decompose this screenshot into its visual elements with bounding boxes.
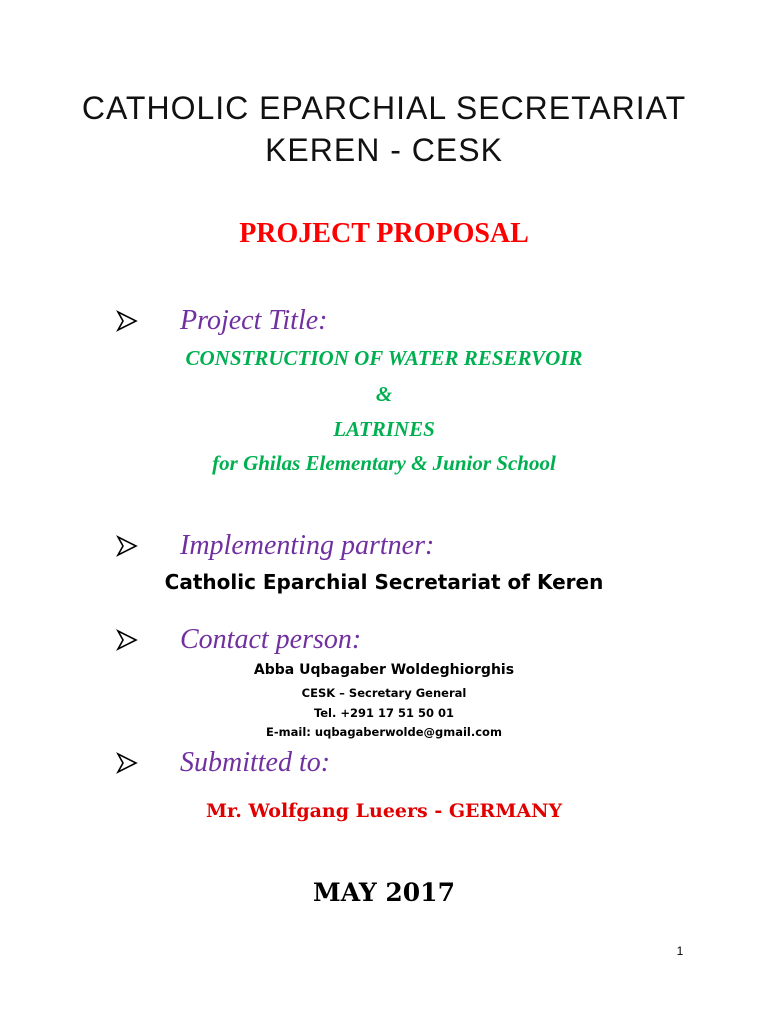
- project-title-line: &: [375, 382, 393, 406]
- page-number: 1: [676, 944, 684, 958]
- implementing-partner-heading: [116, 526, 434, 566]
- implementing-partner-value: Catholic Eparchial Secretariat of Keren: [164, 570, 604, 594]
- document-date: MAY 2017: [313, 878, 455, 907]
- project-title-line: for Ghilas Elementary & Junior School: [212, 451, 556, 475]
- submitted-to-value: Mr. Wolfgang Lueers - GERMANY: [205, 800, 563, 822]
- document-type-title: PROJECT PROPOSAL: [239, 218, 529, 249]
- contact-person-heading: [116, 620, 361, 660]
- arrow-bullet-icon: [116, 535, 138, 557]
- project-title-line: LATRINES: [333, 417, 435, 441]
- arrow-bullet-icon: [116, 310, 138, 332]
- project-title-line: CONSTRUCTION OF WATER RESERVOIR: [185, 346, 583, 370]
- contact-role: CESK – Secretary General: [301, 686, 467, 700]
- organization-name: CATHOLIC EPARCHIAL SECRETARIAT: [81, 90, 687, 126]
- organization-short-name: KEREN - CESK: [265, 132, 503, 168]
- arrow-bullet-icon: [116, 629, 138, 651]
- contact-name: Abba Uqbagaber Woldeghiorghis: [253, 662, 515, 678]
- project-title-label: Project Title:: [180, 305, 328, 336]
- submitted-to-label: Submitted to:: [180, 747, 331, 778]
- contact-email: E-mail: uqbagaberwolde@gmail.com: [266, 725, 502, 739]
- project-title-heading: [116, 301, 328, 341]
- submitted-to-heading: [116, 743, 330, 783]
- implementing-partner-label: Implementing partner:: [180, 530, 435, 561]
- contact-phone: Tel. +291 17 51 50 01: [313, 706, 455, 720]
- arrow-bullet-icon: [116, 752, 138, 774]
- contact-person-label: Contact person:: [180, 624, 362, 655]
